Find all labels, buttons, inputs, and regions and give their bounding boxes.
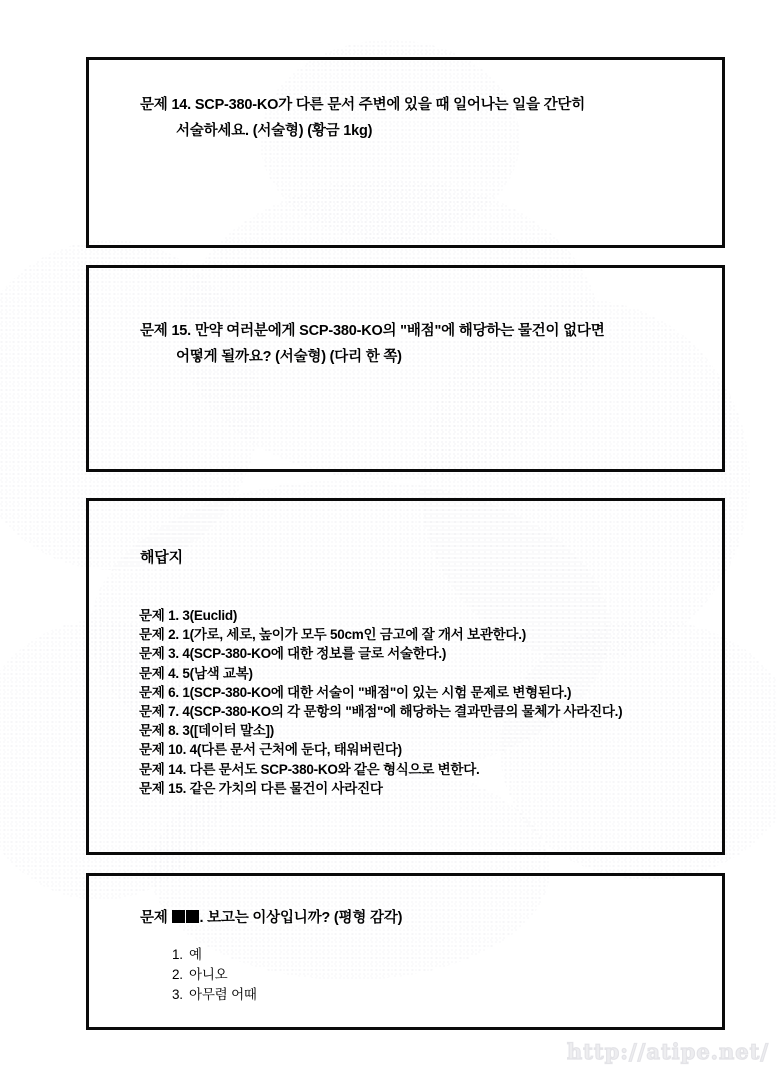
answer-list-item: 문제 3. 4(SCP-380-KO에 대한 정보를 글로 서술한다.) (139, 646, 447, 662)
answer-sheet-box (86, 498, 725, 855)
final-question-box (86, 873, 725, 1030)
final-question-option[interactable] (172, 945, 257, 965)
final-question-prefix: 문제 (140, 910, 172, 926)
option-label: 예 (189, 947, 202, 962)
answer-list-item: 문제 7. 4(SCP-380-KO의 각 문항의 "배점"에 해당하는 결과만큼의 물체가 사라진다.) (139, 704, 623, 720)
answer-list (139, 606, 622, 798)
answer-sheet-title: 해답지 (140, 549, 183, 566)
option-label: 아무렴 어때 (189, 987, 257, 1002)
site-url-watermark: http://atipe.net/ (566, 1039, 769, 1064)
answer-list-item: 문제 2. 1(가로, 세로, 높이가 모두 50cm인 금고에 잘 개서 보관한다.) (139, 627, 526, 643)
answer-list-item: 문제 1. 3(Euclid) (139, 608, 238, 623)
final-question-option[interactable] (172, 985, 257, 1005)
redaction-blocks (171, 910, 199, 926)
option-number: 1. (172, 947, 183, 962)
final-question-options (172, 945, 257, 1005)
question-14-line-2: 서술하세요. (서술형) (황금 1kg) (176, 123, 373, 139)
redaction-block-icon (172, 910, 185, 923)
question-15-box (86, 265, 725, 472)
answer-list-item: 문제 15. 같은 가치의 다른 물건이 사라진다 (139, 780, 383, 796)
question-14-box (86, 57, 725, 248)
answer-list-item: 문제 6. 1(SCP-380-KO에 대한 서술이 "배점"이 있는 시험 문제로 변형된다.) (139, 684, 572, 700)
option-number: 3. (172, 987, 183, 1002)
question-15-line-2: 어떻게 될까요? (서술형) (다리 한 쪽) (176, 349, 402, 365)
answer-list-item: 문제 4. 5(남색 교복) (139, 665, 253, 681)
final-question-suffix: . 보고는 이상입니까? (평형 감각) (199, 910, 403, 926)
final-question-option[interactable] (172, 965, 257, 985)
question-15-line-1: 문제 15. 만약 여러분에게 SCP-380-KO의 "배점"에 해당하는 물건이 없다면 (140, 323, 605, 339)
option-number: 2. (172, 967, 183, 982)
option-label: 아니오 (189, 967, 228, 982)
question-14-line-1: 문제 14. SCP-380-KO가 다른 문서 주변에 있을 때 일어나는 일을 간단히 (140, 97, 586, 113)
answer-list-item: 문제 10. 4(다른 문서 근처에 둔다, 태워버린다) (139, 742, 402, 758)
answer-list-item: 문제 14. 다른 문서도 SCP-380-KO와 같은 형식으로 변한다. (139, 761, 480, 777)
answer-list-item: 문제 8. 3([데이터 말소]) (139, 723, 275, 739)
redaction-block-icon (186, 910, 199, 923)
final-question-text (140, 906, 402, 927)
